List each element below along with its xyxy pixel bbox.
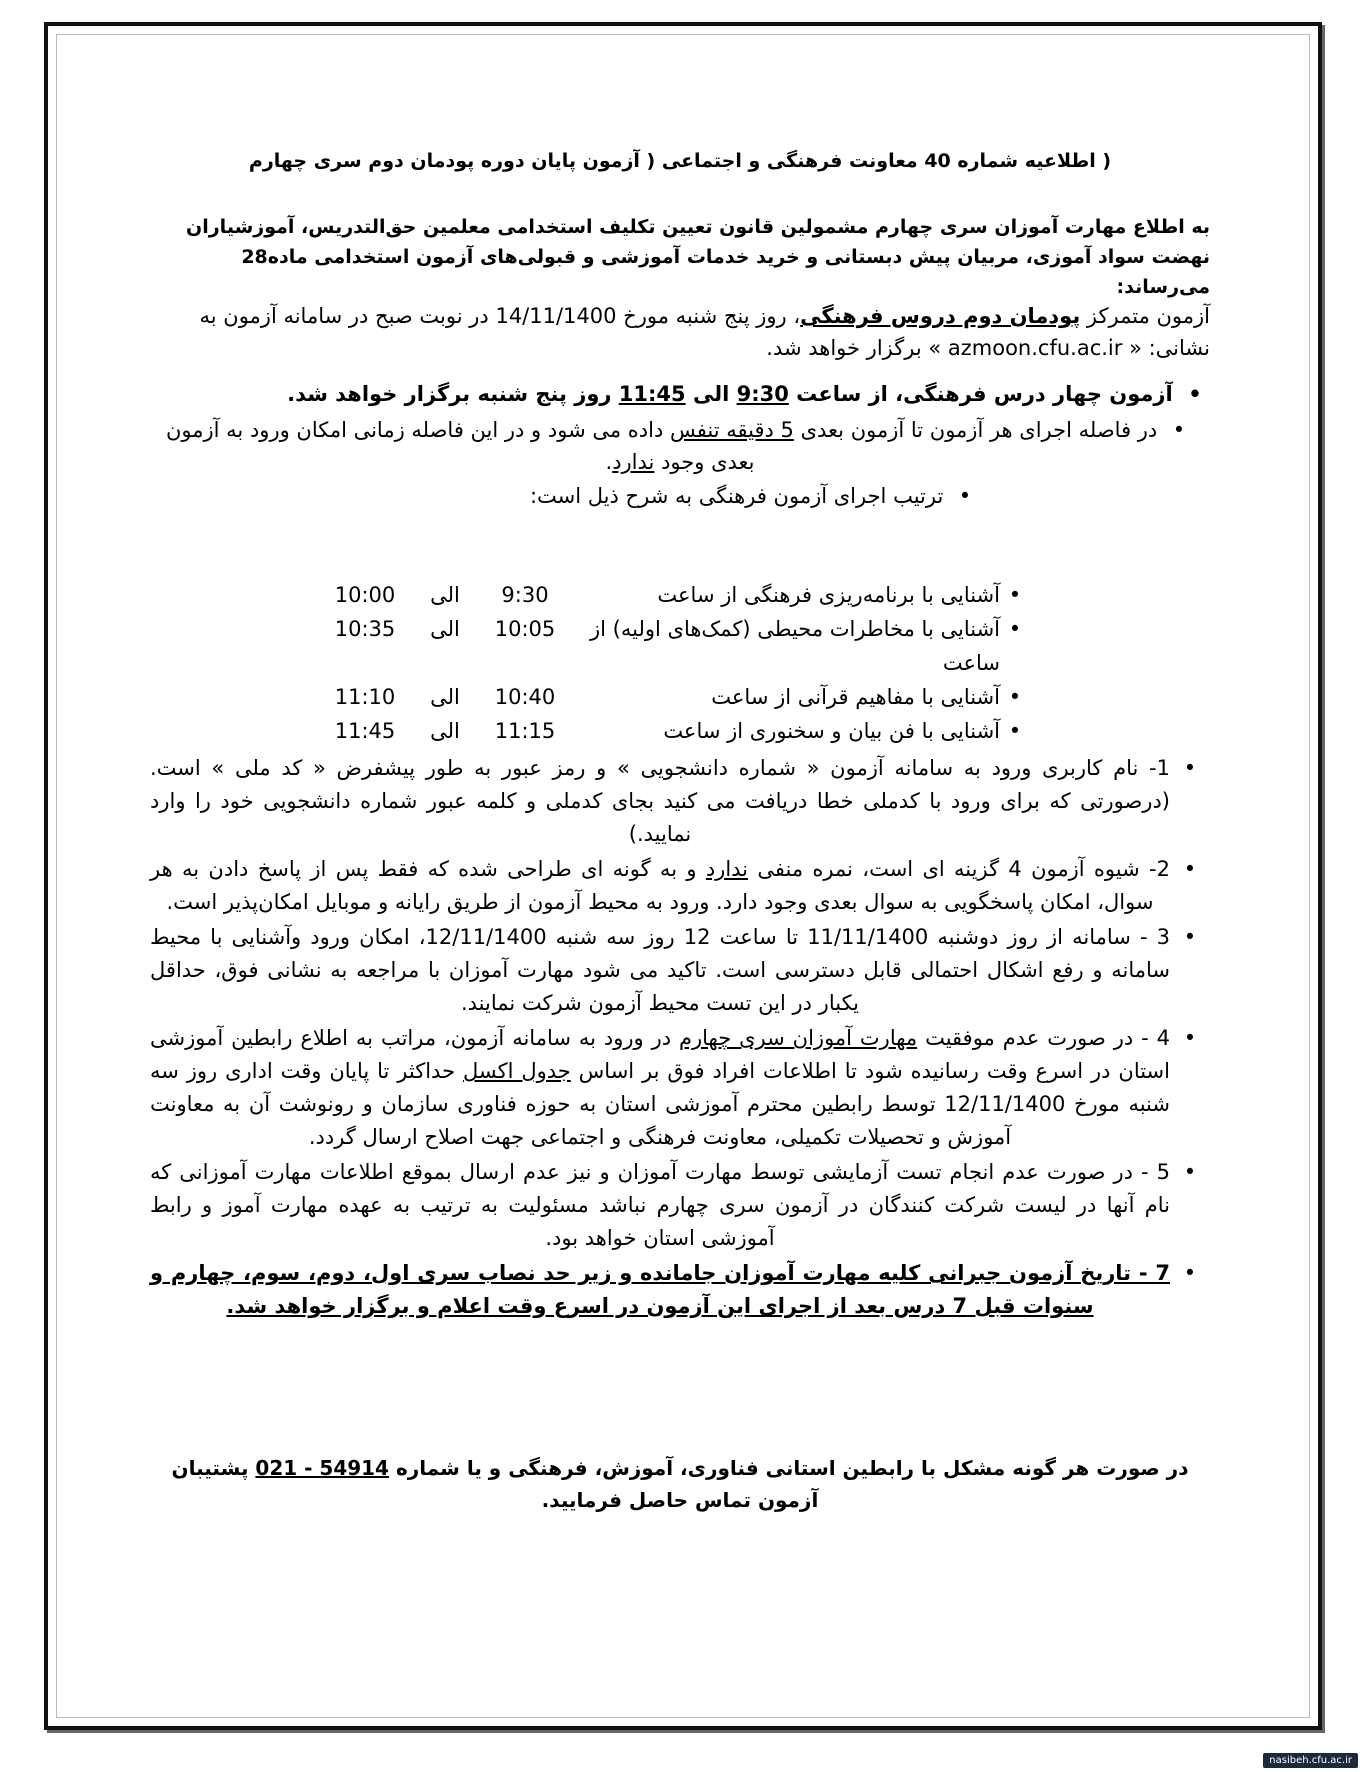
main-paragraph-part1: آزمون متمرکز (1080, 304, 1210, 328)
schedule-start: 9:30 (501, 583, 549, 607)
end-time: 11:45 (618, 382, 686, 406)
schedule-list (270, 578, 1030, 748)
main-paragraph-part2: ، روز پنج شنبه مورخ 14/11/1400 در نوبت صبح در سامانه آزمون به نشانی: « azmoon.cfu.ac.ir » برگزار خواهد شد. (199, 304, 1210, 360)
bullet-icon: • (1008, 719, 1022, 743)
bullet-icon: • (1183, 1160, 1197, 1184)
bullet-text: داده می شود و در این فاصله زمانی امکان ورود به آزمون بعدی وجود (166, 418, 755, 474)
bullet-text: آزمون چهار درس فرهنگی، از ساعت (788, 382, 1173, 406)
note-part: 4 - در صورت عدم موفقیت (917, 1026, 1170, 1050)
note-part: حداکثر تا پایان وقت اداری روز سه شنبه مورخ 12/11/1400 توسط رابطین محترم آموزشی استان به حوزه فناوری سازمان و رونوشت آن به معاونت آموزش و تحصیلات تکمیلی، معاونت فرهنگی و اجتماعی جهت اصلاح ارسال گردد. (150, 1059, 1170, 1149)
bullet-icon: • (1008, 685, 1022, 709)
schedule-label: آشنایی با مخاطرات محیطی (کمک‌های اولیه) از ساعت (590, 617, 1000, 675)
bullet-text: ترتیب اجرای آزمون فرهنگی به شرح ذیل است: (529, 484, 944, 508)
bullet-icon: • (1183, 857, 1197, 881)
bullet-icon: • (1183, 756, 1197, 780)
schedule-to: الی (430, 685, 460, 709)
note-text: 7 - تاریخ آزمون جبرانی کلیه مهارت آموزان جامانده و زیر حد نصاب سری اول، دوم، سوم، چهارم و سنوات قبل 7 درس بعد از اجرای این آزمون در اسرع وقت اعلام و برگزار خواهد شد. (150, 1261, 1170, 1318)
bullet-break-time (150, 414, 1210, 478)
bullet-text: . (605, 450, 613, 474)
note-underlined: ندارد (705, 857, 749, 881)
schedule-row (270, 612, 1030, 680)
schedule-start: 11:15 (494, 719, 556, 743)
note-part: و به گونه ای طراحی شده که فقط پس از پاسخ دادن به هر سوال، امکان پاسخگویی به سوال بعدی وجود دارد. ورود به محیط آزمون از طریق رایانه و موبایل امکان‌پذیر است. (150, 857, 1154, 914)
note-text: 1- نام کاربری ورود به سامانه آزمون « شماره دانشجویی » و رمز عبور به طور پیشفرض « کد ملی » است. (درصورتی که برای ورود با کدملی خطا دریافت می کنید بجای کدملی و کلمه عبور شماره دانشجویی خود را وارد نمایید.) (150, 756, 1170, 846)
note-part: 2- شیوه آزمون 4 گزینه ای است، نمره منفی (748, 857, 1170, 881)
note-text (150, 853, 1170, 919)
schedule-end: 11:10 (334, 685, 396, 709)
contact-paragraph (150, 1452, 1210, 1516)
main-paragraph-underlined: پودمان دوم دروس فرهنگی (800, 304, 1081, 328)
start-time: 9:30 (736, 382, 789, 406)
bullet-icon: • (1183, 1261, 1197, 1285)
note-item-3 (150, 921, 1210, 1020)
schedule-row (270, 680, 1030, 714)
note-item-7 (150, 1257, 1210, 1323)
contact-text: پشتیبان آزمون تماس حاصل فرمایید. (171, 1456, 819, 1512)
schedule-label: آشنایی با برنامه‌ریزی فرهنگی از ساعت (657, 583, 1000, 607)
bullet-order (380, 480, 980, 512)
notes-list (150, 752, 1210, 1325)
schedule-end: 10:00 (334, 583, 396, 607)
bullet-icon: • (1008, 583, 1022, 607)
schedule-to: الی (430, 617, 460, 641)
site-watermark: nasibeh.cfu.ac.ir (1263, 1753, 1358, 1768)
bullet-text: روز پنج شنبه برگزار خواهد شد. (287, 382, 619, 406)
schedule-to: الی (430, 719, 460, 743)
bullet-text: در فاصله اجرای هر آزمون تا آزمون بعدی (793, 418, 1158, 442)
schedule-row (270, 714, 1030, 748)
bullet-icon: • (1183, 1026, 1197, 1050)
schedule-start: 10:40 (494, 685, 556, 709)
note-underlined: مهارت آموزان سری چهارم (679, 1026, 918, 1050)
bullet-icon: • (1008, 617, 1022, 641)
bullet-icon: • (1172, 418, 1186, 442)
note-item-2 (150, 853, 1210, 919)
bullet-icon: • (1188, 382, 1202, 406)
note-underlined: جدول اکسل (462, 1059, 571, 1083)
note-text: 3 - سامانه از روز دوشنبه 11/11/1400 تا ساعت 12 روز سه شنبه 12/11/1400، امکان ورود وآشنایی با محیط سامانه و رفع اشکال احتمالی قابل دسترسی است. تاکید می شود مهارت آموزان با مراجعه به نشانی فوق، حداقل یکبار در این تست محیط آزمون شرکت نمایند. (150, 925, 1171, 1015)
note-item-5 (150, 1156, 1210, 1255)
bullet-text: الی (685, 382, 737, 406)
bullet-icon: • (1183, 925, 1197, 949)
bullet-icon: • (958, 484, 972, 508)
bullet-exam-time (150, 378, 1210, 410)
break-duration: 5 دقیقه تنفس (669, 418, 794, 442)
schedule-start: 10:05 (494, 617, 556, 641)
intro-paragraph: به اطلاع مهارت آموزان سری چهارم مشمولین قانون تعیین تکلیف استخدامی معلمین حق‌التدریس، آموزشیاران نهضت سواد آموزی، مربیان پیش دبستانی و خرید خدمات آموزشی و قبولی‌های آزمون استخدامی ماده28 می‌رساند: (186, 216, 1210, 298)
main-paragraph (150, 300, 1210, 364)
schedule-end: 10:35 (334, 617, 396, 641)
no-entry: ندارد (612, 450, 655, 474)
schedule-row (270, 578, 1030, 612)
contact-text: در صورت هر گونه مشکل با رابطین استانی فناوری، آموزش، فرهنگی و یا شماره (388, 1456, 1189, 1480)
schedule-label: آشنایی با مفاهیم قرآنی از ساعت (711, 685, 1000, 709)
schedule-end: 11:45 (334, 719, 396, 743)
note-item-1 (150, 752, 1210, 851)
schedule-label: آشنایی با فن بیان و سخنوری از ساعت (663, 719, 1000, 743)
announcement-title: ( اطلاعیه شماره 40 معاونت فرهنگی و اجتماعی ( آزمون پایان دوره پودمان دوم سری چهارم (248, 150, 1112, 172)
note-item-4 (150, 1022, 1210, 1154)
schedule-to: الی (430, 583, 460, 607)
note-text: 5 - در صورت عدم انجام تست آزمایشی توسط مهارت آموزان و نیز عدم ارسال بموقع اطلاعات مهارت آموزانی که نام آنها در لیست شرکت کنندگان در آزمون سری چهارم نباشد مسئولیت به ترتیب به عهده مهارت آموز و رابط آموزشی استان خواهد بود. (150, 1160, 1170, 1250)
note-part: در ورود به سامانه آزمون، مراتب به اطلاع رابطین آموزشی استان در اسرع وقت رسانیده شود تا اطلاعات افراد فوق بر اساس (150, 1026, 1170, 1083)
support-phone: 021 - 54914 (255, 1456, 389, 1480)
note-text (150, 1022, 1170, 1154)
